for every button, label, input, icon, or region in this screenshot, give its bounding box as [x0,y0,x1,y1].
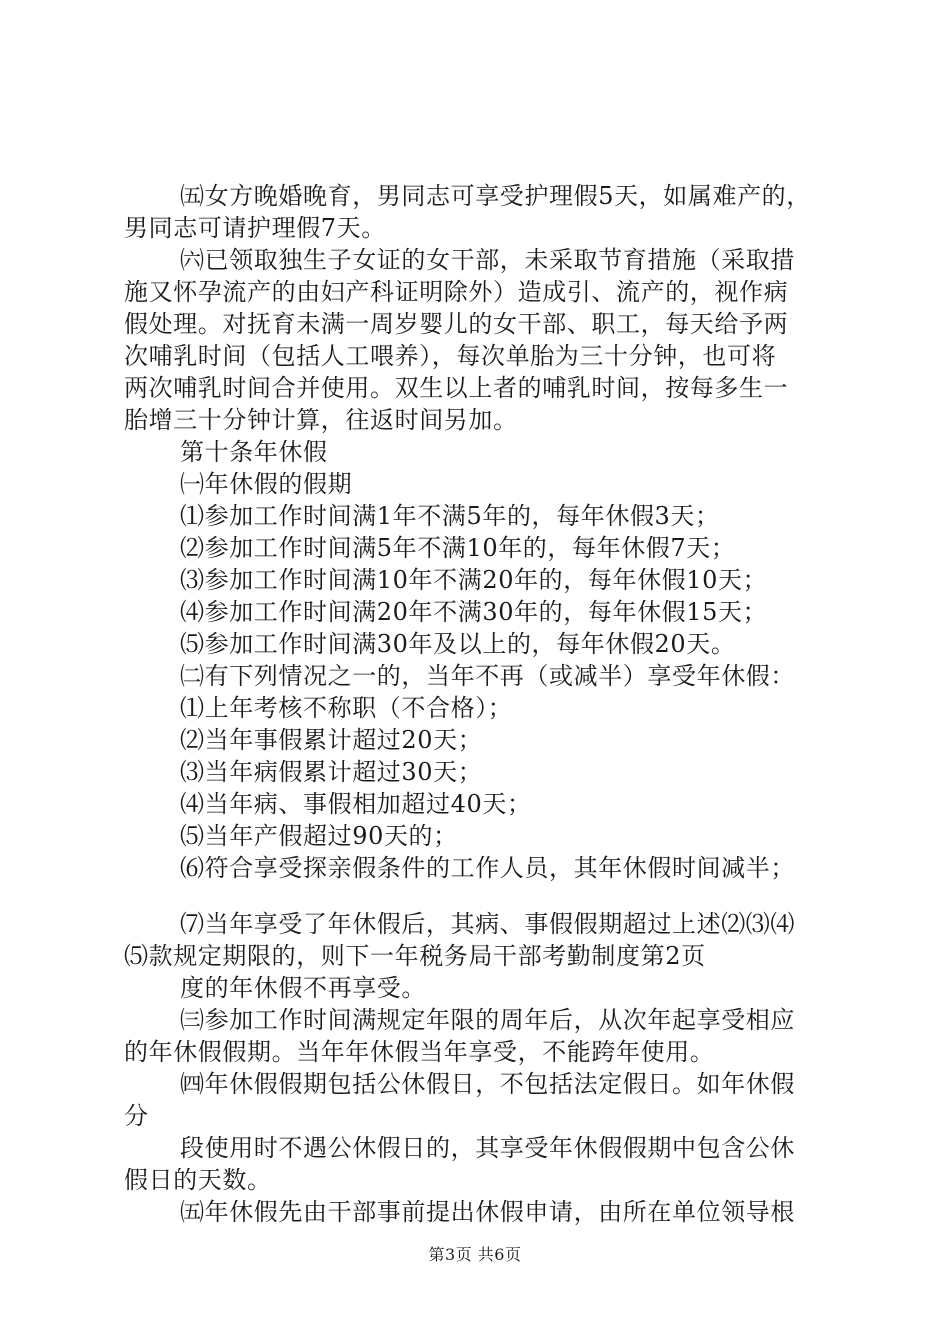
paragraph-line: ㈤女方晚婚晚育，男同志可享受护理假5天，如属难产的， [180,182,811,210]
paragraph-line: 段使用时不遇公休假日的，其享受年休假假期中包含公休 [180,1134,795,1162]
paragraph-line: ㈥已领取独生子女证的女干部，未采取节育措施（采取措 [180,246,795,274]
paragraph-line: 假日的天数。 [124,1166,272,1194]
paragraph-line: 两次哺乳时间合并使用。双生以上者的哺乳时间，按每多生一 [124,374,789,402]
paragraph-line: 男同志可请护理假7天。 [124,214,386,242]
paragraph-line: ㈡有下列情况之一的，当年不再（或减半）享受年休假： [180,662,795,690]
list-item: ⑴上年考核不称职（不合格）； [180,694,513,722]
list-item: ⑶参加工作时间满10年不满20年的，每年休假10天； [180,566,768,594]
list-item: ⑺当年享受了年休假后，其病、事假假期超过上述⑵⑶⑷ [180,910,795,938]
list-item: ⑶当年病假累计超过30天； [180,758,483,786]
paragraph-line: ⑸款规定期限的，则下一年税务局干部考勤制度第2页 [124,942,706,970]
paragraph-line: ㈢参加工作时间满规定年限的周年后，从次年起享受相应 [180,1006,795,1034]
paragraph-line: ㈠年休假的假期 [180,470,353,498]
paragraph-line: 度的年休假不再享受。 [180,974,426,1002]
paragraph-line: 分 [124,1102,149,1130]
paragraph-line: 次哺乳时间（包括人工喂养），每次单胎为三十分钟，也可将 [124,342,777,370]
paragraph-line: ㈣年休假假期包括公休假日，不包括法定假日。如年休假 [180,1070,795,1098]
list-item: ⑹符合享受探亲假条件的工作人员，其年休假时间减半； [180,854,795,882]
list-item: ⑴参加工作时间满1年不满5年的，每年休假3天； [180,502,720,530]
section-heading: 第十条年休假 [180,438,328,466]
list-item: ⑷参加工作时间满20年不满30年的，每年休假15天； [180,598,768,626]
paragraph-line: 胎增三十分钟计算，往返时间另加。 [124,406,518,434]
paragraph-line: 的年休假假期。当年年休假当年享受，不能跨年使用。 [124,1038,715,1066]
list-item: ⑸当年产假超过90天的； [180,822,458,850]
page-number-footer: 第3页 共6页 [428,1245,522,1264]
list-item: ⑵参加工作时间满5年不满10年的，每年休假7天； [180,534,736,562]
list-item: ⑷当年病、事假相加超过40天； [180,790,532,818]
paragraph-line: 假处理。对抚育未满一周岁婴儿的女干部、职工，每天给予两 [124,310,789,338]
paragraph-line: ㈤年休假先由干部事前提出休假申请，由所在单位领导根 [180,1198,795,1226]
paragraph-line: 施又怀孕流产的由妇产科证明除外）造成引、流产的，视作病 [124,278,789,306]
list-item: ⑵当年事假累计超过20天； [180,726,483,754]
list-item: ⑸参加工作时间满30年及以上的，每年休假20天。 [180,630,736,658]
